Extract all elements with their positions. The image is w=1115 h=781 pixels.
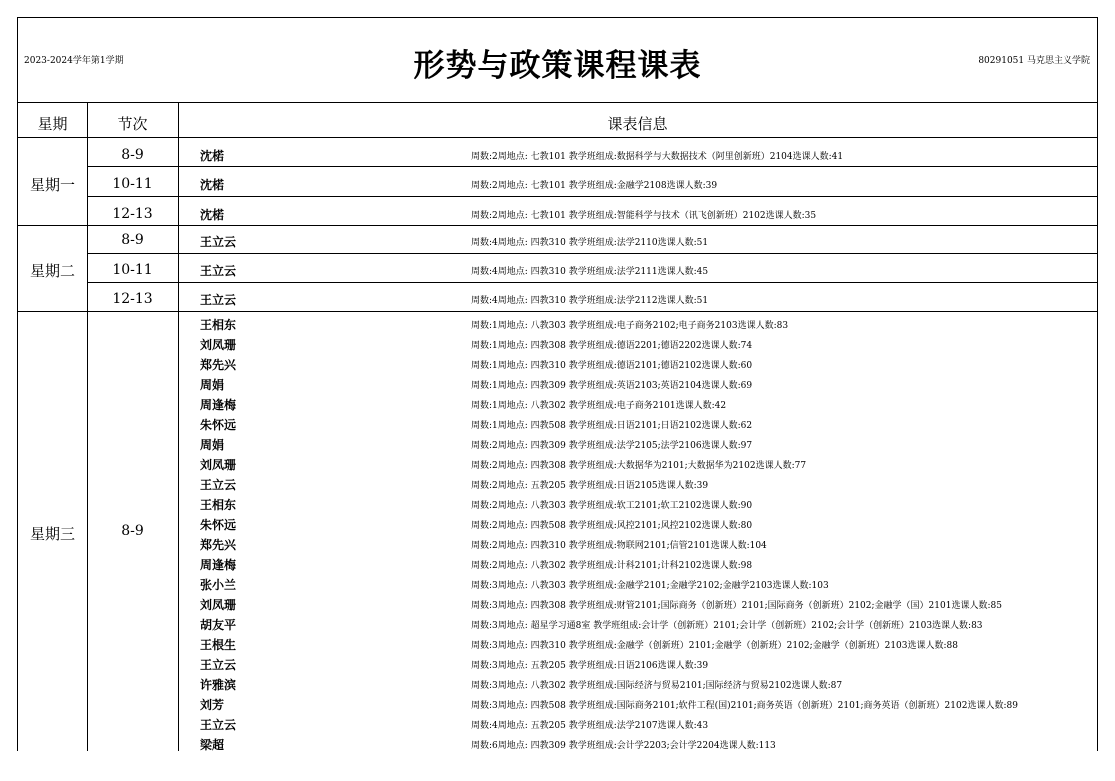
teacher-name: 张小兰	[200, 578, 237, 592]
course-info: 周数:2周地点: 四教309 教学班组成:法学2105;法学2106选课人数:97	[471, 441, 753, 451]
department-label: 80291051 马克思主义学院	[978, 56, 1090, 66]
column-header-slot: 节次	[117, 115, 148, 133]
teacher-name: 周逢梅	[200, 398, 237, 412]
course-info: 周数:4周地点: 四教310 教学班组成:法学2112选课人数:51	[471, 296, 709, 306]
course-info: 周数:3周地点: 四教310 教学班组成:金融学（创新班）2101;金融学（创新班）2102;金融学（创新班）2103选课人数:88	[471, 641, 958, 651]
column-divider	[178, 103, 179, 751]
course-info: 周数:4周地点: 四教310 教学班组成:法学2111选课人数:45	[471, 267, 709, 277]
day-label: 星期三	[29, 525, 75, 543]
teacher-name: 王立云	[200, 478, 237, 492]
course-info: 周数:4周地点: 四教310 教学班组成:法学2110选课人数:51	[471, 238, 709, 248]
course-info: 周数:2周地点: 八教302 教学班组成:计科2101;计科2102选课人数:98	[471, 561, 753, 571]
teacher-name: 周逢梅	[200, 558, 237, 572]
teacher-name: 王立云	[200, 264, 237, 278]
teacher-name: 王相东	[200, 498, 237, 512]
teacher-name: 胡友平	[200, 618, 237, 632]
row-divider	[87, 196, 1097, 197]
teacher-name: 王立云	[200, 658, 237, 672]
teacher-name: 梁超	[200, 738, 225, 752]
course-info: 周数:2周地点: 五教205 教学班组成:日语2105选课人数:39	[471, 481, 709, 491]
slot-label: 10-11	[112, 176, 153, 192]
slot-label: 12-13	[112, 291, 153, 307]
teacher-name: 刘凤珊	[200, 458, 237, 472]
sheet-header	[18, 18, 1097, 103]
teacher-name: 刘芳	[200, 698, 225, 712]
teacher-name: 王立云	[200, 235, 237, 249]
teacher-name: 王立云	[200, 718, 237, 732]
course-info: 周数:2周地点: 七教101 教学班组成:智能科学与技术（讯飞创新班）2102选课人数:35	[471, 211, 817, 221]
course-info: 周数:3周地点: 八教303 教学班组成:金融学2101;金融学2102;金融学2103选课人数:103	[471, 581, 829, 591]
row-divider	[87, 282, 1097, 283]
course-info: 周数:4周地点: 五教205 教学班组成:法学2107选课人数:43	[471, 721, 709, 731]
teacher-name: 朱怀远	[200, 418, 237, 432]
teacher-name: 沈楉	[200, 149, 225, 163]
column-divider	[87, 103, 88, 751]
teacher-name: 王相东	[200, 318, 237, 332]
course-info: 周数:2周地点: 七教101 教学班组成:数据科学与大数据技术（阿里创新班）2104选课人数:41	[471, 152, 844, 162]
course-info: 周数:3周地点: 超星学习通8室 教学班组成:会计学（创新班）2101;会计学（创新班）2102;会计学（创新班）2103选课人数:83	[471, 621, 983, 631]
teacher-name: 许雅滨	[200, 678, 237, 692]
teacher-name: 周娟	[200, 438, 225, 452]
slot-label: 12-13	[112, 206, 153, 222]
row-divider	[87, 253, 1097, 254]
teacher-name: 郑先兴	[200, 358, 237, 372]
schedule-sheet	[17, 17, 1098, 751]
teacher-name: 王立云	[200, 293, 237, 307]
course-info: 周数:2周地点: 四教310 教学班组成:物联网2101;信管2101选课人数:104	[471, 541, 767, 551]
teacher-name: 刘凤珊	[200, 338, 237, 352]
column-header-info: 课表信息	[607, 115, 668, 133]
course-info: 周数:2周地点: 七教101 教学班组成:金融学2108选课人数:39	[471, 181, 718, 191]
teacher-name: 王根生	[200, 638, 237, 652]
course-info: 周数:3周地点: 四教308 教学班组成:财管2101;国际商务（创新班）2101;国际商务（创新班）2102;金融学（国）2101选课人数:85	[471, 601, 1002, 611]
teacher-name: 沈楉	[200, 208, 225, 222]
course-info: 周数:2周地点: 四教508 教学班组成:风控2101;风控2102选课人数:80	[471, 521, 753, 531]
course-info: 周数:6周地点: 四教309 教学班组成:会计学2203;会计学2204选课人数:113	[471, 741, 776, 751]
row-divider	[18, 311, 1097, 312]
teacher-name: 周娟	[200, 378, 225, 392]
course-info: 周数:3周地点: 四教508 教学班组成:国际商务2101;软件工程(国)2101;商务英语（创新班）2101;商务英语（创新班）2102选课人数:89	[471, 701, 1018, 711]
course-info: 周数:1周地点: 四教309 教学班组成:英语2103;英语2104选课人数:69	[471, 381, 753, 391]
row-divider	[87, 166, 1097, 167]
course-info: 周数:3周地点: 五教205 教学班组成:日语2106选课人数:39	[471, 661, 709, 671]
course-info: 周数:2周地点: 四教308 教学班组成:大数据华为2101;大数据华为2102选课人数:77	[471, 461, 807, 471]
slot-label: 10-11	[112, 262, 153, 278]
day-label: 星期一	[29, 176, 75, 194]
teacher-name: 刘凤珊	[200, 598, 237, 612]
teacher-name: 沈楉	[200, 178, 225, 192]
course-info: 周数:1周地点: 四教310 教学班组成:德语2101;德语2102选课人数:60	[471, 361, 753, 371]
day-label: 星期二	[29, 262, 75, 280]
row-divider	[18, 225, 1097, 226]
course-info: 周数:1周地点: 八教303 教学班组成:电子商务2102;电子商务2103选课人数:83	[471, 321, 789, 331]
term-label: 2023-2024学年第1学期	[24, 56, 124, 66]
teacher-name: 郑先兴	[200, 538, 237, 552]
slot-label: 8-9	[121, 523, 144, 539]
course-info: 周数:1周地点: 四教508 教学班组成:日语2101;日语2102选课人数:62	[471, 421, 753, 431]
slot-label: 8-9	[121, 147, 144, 163]
page-title: 形势与政策课程课表	[413, 48, 702, 84]
column-header-day: 星期	[37, 115, 68, 133]
course-info: 周数:2周地点: 八教303 教学班组成:软工2101;软工2102选课人数:90	[471, 501, 753, 511]
teacher-name: 朱怀远	[200, 518, 237, 532]
course-info: 周数:1周地点: 八教302 教学班组成:电子商务2101选课人数:42	[471, 401, 727, 411]
slot-label: 8-9	[121, 232, 144, 248]
course-info: 周数:1周地点: 四教308 教学班组成:德语2201;德语2202选课人数:74	[471, 341, 753, 351]
course-info: 周数:3周地点: 八教302 教学班组成:国际经济与贸易2101;国际经济与贸易2102选课人数:87	[471, 681, 843, 691]
row-divider	[18, 137, 1097, 138]
